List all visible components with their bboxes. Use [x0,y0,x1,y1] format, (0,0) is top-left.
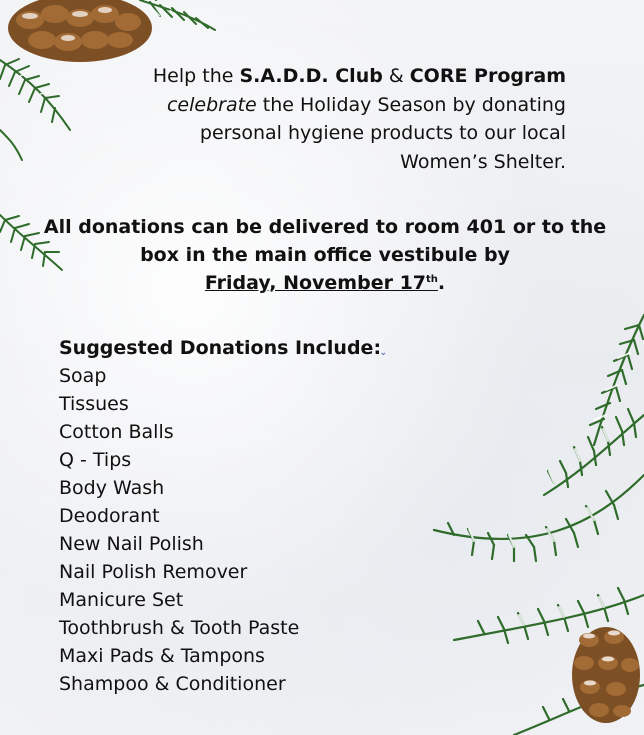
intro-celebrate: celebrate [166,93,257,116]
donations-heading-text: Suggested Donations Include: [59,337,382,359]
deadline-date-text: Friday, November 17 [204,272,427,294]
deadline-period: . [437,272,446,294]
list-item: Body Wash [59,477,165,499]
list-item: Manicure Set [59,589,184,611]
donations-list [59,362,419,698]
list-item: Cotton Balls [59,421,174,443]
chevron-down-icon: ⌄ [379,348,388,358]
list-item: Nail Polish Remover [59,561,248,583]
sadd-club-name: S.A.D.D. Club [239,65,383,87]
donations-heading [59,334,388,362]
list-item: New Nail Polish [59,533,204,555]
list-item: Deodorant [59,505,160,527]
list-item: Toothbrush & Tooth Paste [59,617,300,639]
list-item: Tissues [59,393,129,415]
intro-line4: Women’s Shelter. [400,150,566,173]
list-item: Soap [59,365,107,387]
deadline-date [205,272,438,294]
list-item: Maxi Pads & Tampons [59,645,265,667]
intro-help-text: Help the [152,65,240,87]
list-item: Shampoo & Conditioner [59,673,286,695]
deadline-ordinal: th [426,274,438,285]
intro-paragraph [106,62,566,176]
intro-ampersand: & [382,65,410,87]
intro-line3: personal hygiene products to our local [199,122,566,144]
delivery-line2: box in the main office vestibule by [140,244,510,266]
donations-section [59,334,419,698]
list-item: Q - Tips [59,449,132,471]
core-program-name: CORE Program [409,65,566,87]
delivery-line1: All donations can be delivered to room 401 or to the [43,216,607,238]
intro-line2: the Holiday Season by donating [256,93,566,116]
delivery-paragraph [40,213,610,297]
